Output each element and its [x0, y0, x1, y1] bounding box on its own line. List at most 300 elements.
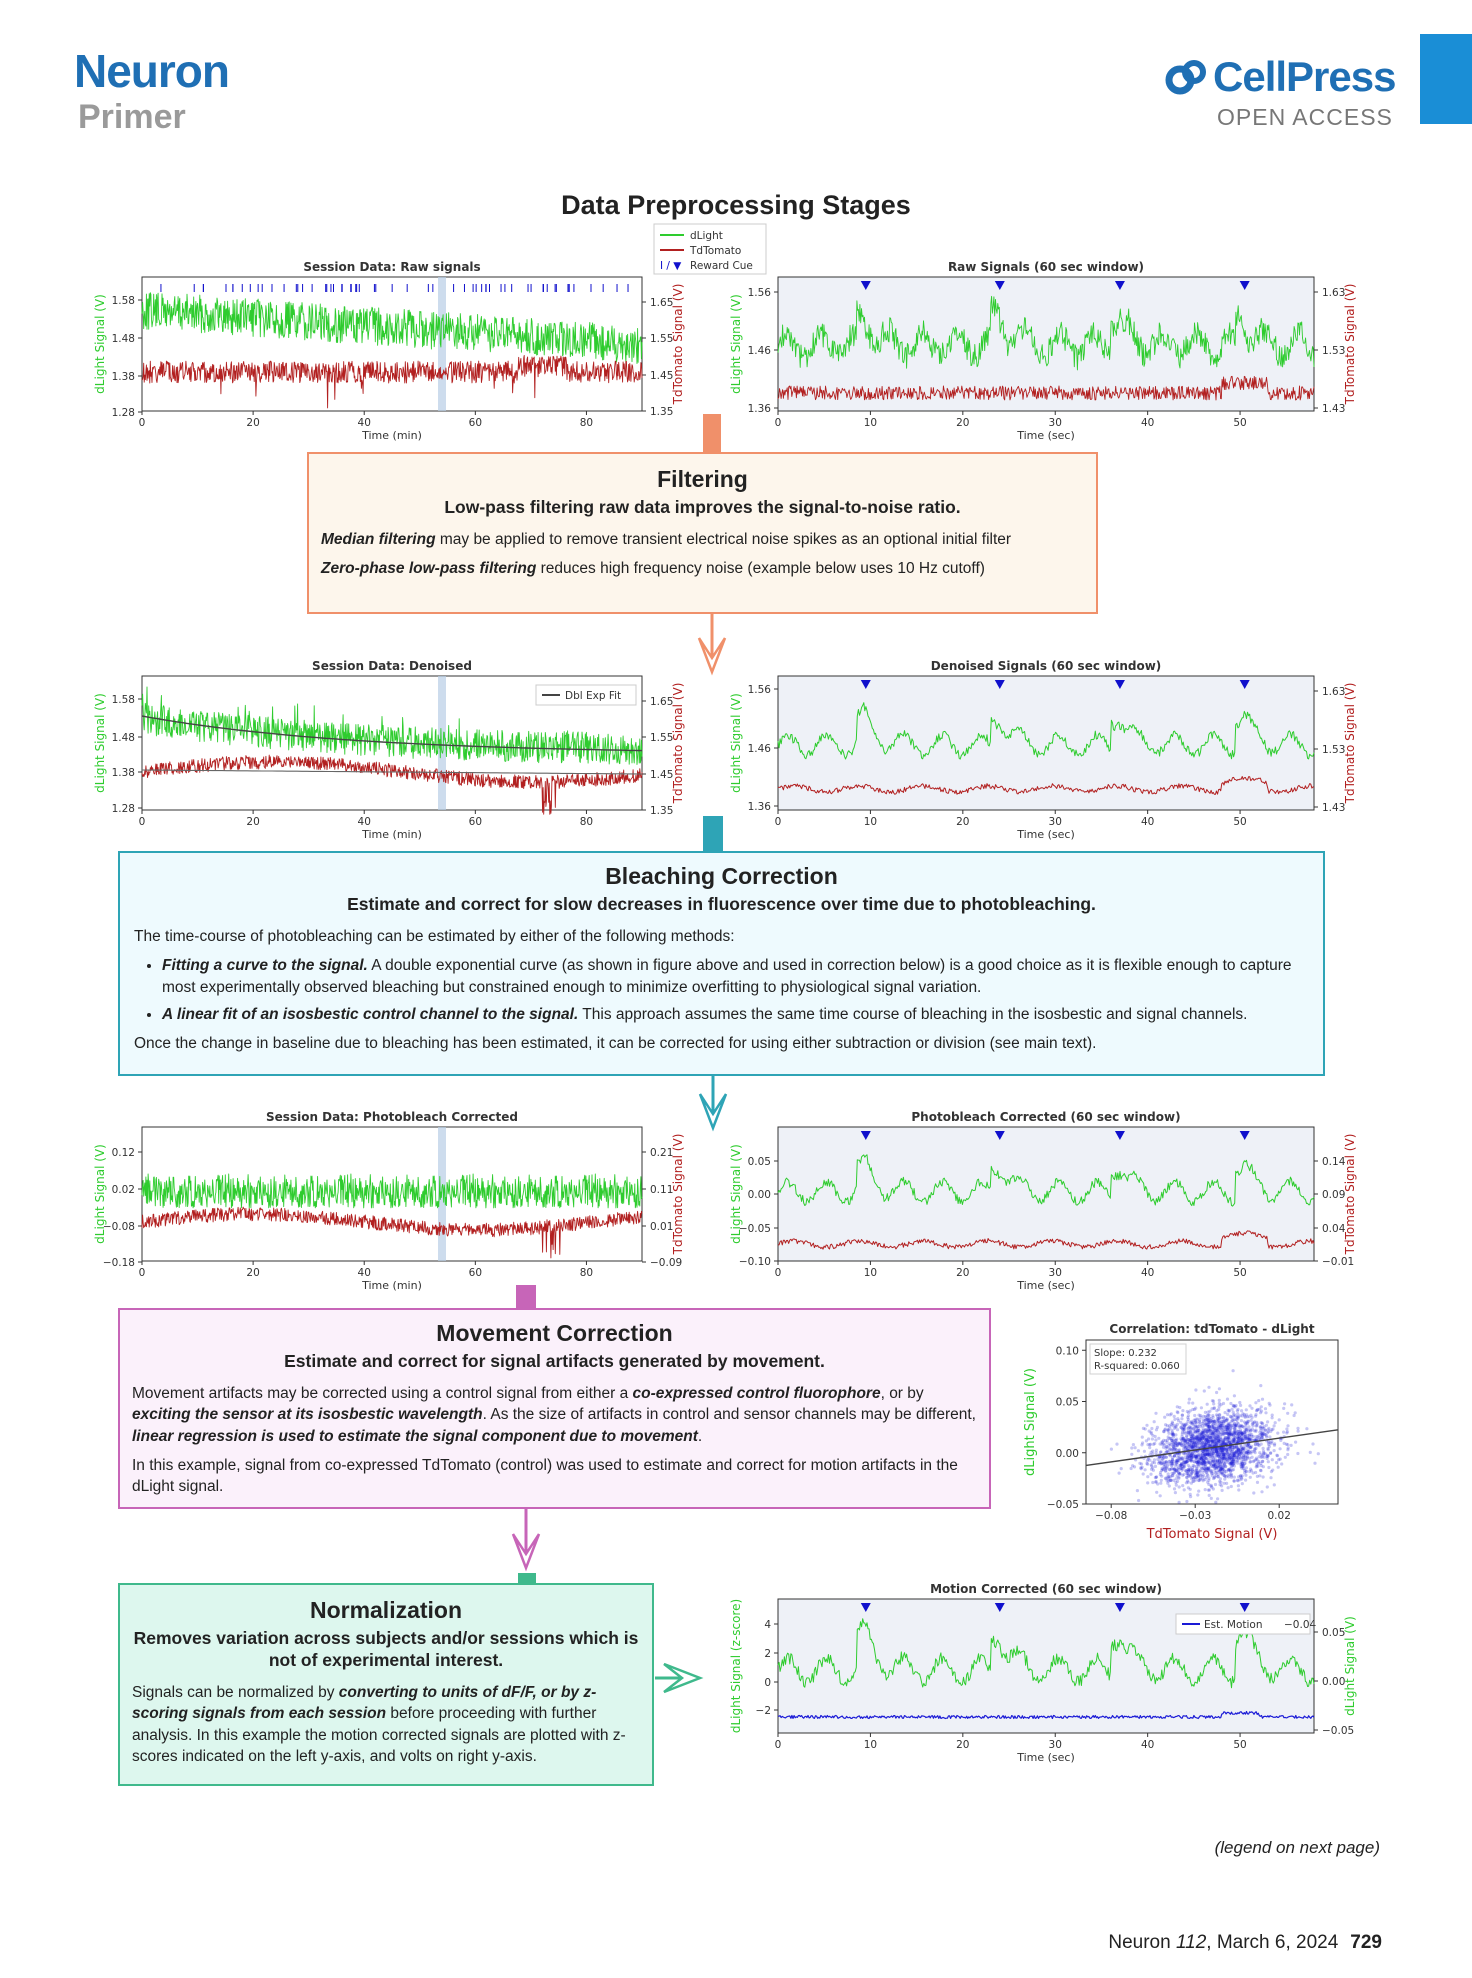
scatter-point [1238, 1426, 1241, 1429]
scatter-point [1163, 1416, 1166, 1419]
x-tick-label: 60 [468, 1267, 483, 1279]
scatter-point [1178, 1442, 1181, 1445]
scatter-point [1154, 1412, 1157, 1415]
legend-note: (legend on next page) [1214, 1838, 1380, 1857]
chart-panel [93, 659, 685, 841]
scatter-point [1233, 1480, 1236, 1483]
scatter-point [1282, 1407, 1285, 1410]
scatter-point [1285, 1427, 1288, 1430]
scatter-point [1294, 1441, 1297, 1444]
scatter-point [1216, 1497, 1219, 1500]
scatter-point [1238, 1452, 1241, 1455]
scatter-point [1171, 1463, 1174, 1466]
scatter-point [1296, 1427, 1299, 1430]
scatter-point [1256, 1481, 1259, 1484]
scatter-point [1155, 1449, 1158, 1452]
scatter-point [1193, 1436, 1196, 1439]
scatter-point [1189, 1426, 1192, 1429]
scatter-point [1154, 1465, 1157, 1468]
filtering-line-1: Median filtering may be applied to remove transient electrical noise spikes as an optional initial filter [321, 530, 1012, 548]
scatter-point [1208, 1494, 1211, 1497]
scatter-point [1168, 1484, 1171, 1487]
legend-swatch-reward: I / ▼ [660, 260, 682, 272]
filtering-line-2: Zero-phase low-pass filtering reduces high frequency noise (example below uses 10 Hz cutoff) [321, 560, 985, 578]
scatter-point [1217, 1450, 1220, 1453]
scatter-point [1178, 1473, 1181, 1476]
x-tick-label: 10 [863, 417, 878, 429]
scatter-point [1196, 1438, 1199, 1441]
y-axis-label: dLight Signal (V) [729, 294, 743, 394]
scatter-point [1159, 1482, 1162, 1485]
scatter-point [1140, 1467, 1143, 1470]
scatter-point [1258, 1408, 1261, 1411]
scatter-point [1233, 1405, 1236, 1408]
scatter-point [1235, 1450, 1238, 1453]
scatter-point [1270, 1440, 1273, 1443]
scatter-point [1161, 1457, 1164, 1460]
scatter-point [1236, 1479, 1239, 1482]
scatter-point [1223, 1463, 1226, 1466]
y2-tick-label: 0.01 [650, 1221, 674, 1233]
scatter-point [1219, 1442, 1222, 1445]
scatter-point [1239, 1414, 1242, 1417]
scatter-point [1204, 1465, 1207, 1468]
scatter-point [1227, 1486, 1230, 1489]
scatter-point [1176, 1480, 1179, 1483]
y2-tick-label: −0.01 [1322, 1256, 1355, 1268]
scatter-point [1194, 1431, 1197, 1434]
chart-title: Motion Corrected (60 sec window) [930, 1582, 1162, 1596]
y2-axis-label: TdTomato Signal (V) [671, 283, 685, 405]
bleaching-title: Bleaching Correction [605, 863, 838, 889]
scatter-point [1255, 1463, 1258, 1466]
scatter-point [1191, 1402, 1194, 1405]
x-tick-label: 40 [1140, 417, 1155, 429]
x-tick-label: 0 [774, 816, 782, 828]
scatter-point [1241, 1464, 1244, 1467]
scatter-point [1212, 1402, 1215, 1405]
scatter-point [1212, 1465, 1215, 1468]
scatter-point [1254, 1471, 1257, 1474]
x-tick-label: 20 [246, 1267, 260, 1279]
scatter-point [1271, 1414, 1274, 1417]
scatter-point [1244, 1422, 1247, 1425]
scatter-point [1235, 1424, 1238, 1427]
scatter-point [1120, 1467, 1123, 1470]
scatter-point [1179, 1464, 1182, 1467]
y-tick-label: 0.10 [1055, 1345, 1079, 1358]
filtering-title: Filtering [657, 466, 748, 492]
scatter-point [1238, 1401, 1241, 1404]
scatter-point [1222, 1449, 1225, 1452]
scatter-point [1271, 1458, 1274, 1461]
scatter-point [1266, 1420, 1269, 1423]
scatter-point [1190, 1459, 1193, 1462]
scatter-point [1173, 1415, 1176, 1418]
scatter-point [1202, 1436, 1205, 1439]
scatter-point [1252, 1435, 1255, 1438]
scatter-point [1262, 1465, 1265, 1468]
scatter-point [1145, 1424, 1148, 1427]
x-tick-label: 20 [956, 417, 970, 429]
scatter-point [1144, 1468, 1147, 1471]
scatter-point [1160, 1475, 1163, 1478]
y-tick-label: 1.28 [111, 803, 135, 815]
scatter-point [1173, 1418, 1176, 1421]
y-axis-label: dLight Signal (z-score) [729, 1598, 743, 1734]
scatter-point [1223, 1456, 1226, 1459]
scatter-point [1268, 1404, 1271, 1407]
scatter-point [1205, 1476, 1208, 1479]
scatter-point [1218, 1387, 1221, 1390]
x-tick-label: 0 [138, 417, 146, 429]
scatter-point [1151, 1450, 1154, 1453]
scatter-point [1259, 1411, 1262, 1414]
scatter-point [1166, 1428, 1169, 1431]
scatter-point [1294, 1411, 1297, 1414]
scatter-point [1282, 1431, 1285, 1434]
normalize-connector [518, 1573, 536, 1583]
y2-axis-label: TdTomato Signal (V) [671, 1133, 685, 1255]
scatter-point [1153, 1461, 1156, 1464]
scatter-point [1206, 1403, 1209, 1406]
scatter-point [1110, 1448, 1113, 1451]
scatter-point [1230, 1458, 1233, 1461]
scatter-point [1240, 1445, 1243, 1448]
scatter-point [1224, 1411, 1227, 1414]
scatter-point [1171, 1432, 1174, 1435]
scatter-point [1218, 1413, 1221, 1416]
scatter-point [1200, 1406, 1203, 1409]
scatter-point [1191, 1476, 1194, 1479]
scatter-point [1230, 1461, 1233, 1464]
scatter-point [1217, 1408, 1220, 1411]
scatter-point [1151, 1452, 1154, 1455]
scatter-point [1237, 1484, 1240, 1487]
bleaching-intro: The time-course of photobleaching can be estimated by either of the following methods: [134, 927, 735, 945]
legend-label-dlight: dLight [690, 230, 723, 242]
scatter-point [1234, 1456, 1237, 1459]
scatter-point [1257, 1399, 1260, 1402]
scatter-point [1218, 1399, 1221, 1402]
scatter-point [1232, 1369, 1235, 1372]
scatter-point [1210, 1484, 1213, 1487]
scatter-point [1162, 1446, 1165, 1449]
scatter-point [1233, 1476, 1236, 1479]
scatter-point [1204, 1488, 1207, 1491]
y2-tick-label: 1.43 [1322, 403, 1346, 415]
scatter-point [1230, 1474, 1233, 1477]
scatter-point [1245, 1458, 1248, 1461]
scatter-point [1141, 1441, 1144, 1444]
scatter-point [1171, 1456, 1174, 1459]
scatter-point [1214, 1483, 1217, 1486]
scatter-point [1241, 1425, 1244, 1428]
scatter-point [1239, 1404, 1242, 1407]
scatter-point [1146, 1475, 1149, 1478]
scatter-point [1180, 1417, 1183, 1420]
scatter-point [1223, 1478, 1226, 1481]
scatter-point [1191, 1421, 1194, 1424]
x-axis-label: Time (sec) [1017, 1751, 1075, 1764]
normalization-title: Normalization [309, 1597, 463, 1623]
scatter-point [1286, 1443, 1289, 1446]
legend-label-fit: Dbl Exp Fit [565, 690, 622, 702]
scatter-point [1207, 1452, 1210, 1455]
bleach-connector [703, 816, 723, 851]
slope-annotation: Slope: 0.232 [1094, 1348, 1157, 1359]
y-tick-label: 1.46 [747, 743, 771, 755]
y2-tick-label: 1.53 [1322, 744, 1346, 756]
scatter-point [1213, 1420, 1216, 1423]
normalize-right-arrow [655, 1664, 700, 1692]
scatter-point [1231, 1419, 1234, 1422]
y-tick-label: −0.18 [102, 1257, 135, 1269]
scatter-point [1215, 1428, 1218, 1431]
scatter-point [1232, 1468, 1235, 1471]
x-tick-label: 20 [956, 1267, 970, 1279]
scatter-point [1252, 1491, 1255, 1494]
scatter-point [1269, 1476, 1272, 1479]
scatter-point [1249, 1476, 1252, 1479]
scatter-point [1167, 1479, 1170, 1482]
scatter-point [1172, 1443, 1175, 1446]
scatter-point [1286, 1448, 1289, 1451]
scatter-point [1223, 1470, 1226, 1473]
scatter-chart [1023, 1322, 1338, 1542]
scatter-point [1241, 1482, 1244, 1485]
scatter-point [1214, 1501, 1217, 1504]
scatter-point [1218, 1402, 1221, 1405]
scatter-point [1226, 1426, 1229, 1429]
y2-tick-label: 0.09 [1322, 1189, 1346, 1201]
x-tick-label: 40 [357, 1267, 371, 1279]
scatter-point [1271, 1469, 1274, 1472]
scatter-point [1196, 1493, 1199, 1496]
scatter-point [1181, 1484, 1184, 1487]
scatter-point [1269, 1451, 1272, 1454]
scatter-point [1156, 1426, 1159, 1429]
chart-panel [729, 1110, 1357, 1292]
scatter-point [1142, 1427, 1145, 1430]
legend-label-motion: Est. Motion [1204, 1619, 1263, 1631]
scatter-point [1203, 1456, 1206, 1459]
scatter-point [1255, 1457, 1258, 1460]
scatter-point [1146, 1443, 1149, 1446]
scatter-point [1171, 1459, 1174, 1462]
chart-title: Photobleach Corrected (60 sec window) [911, 1110, 1181, 1124]
scatter-point [1205, 1442, 1208, 1445]
scatter-point [1219, 1426, 1222, 1429]
y-axis-label: dLight Signal (V) [729, 1144, 743, 1244]
scatter-point [1205, 1418, 1208, 1421]
scatter-point [1244, 1479, 1247, 1482]
scatter-point [1245, 1429, 1248, 1432]
y2-axis-label: TdTomato Signal (V) [1343, 1133, 1357, 1255]
scatter-point [1251, 1456, 1254, 1459]
scatter-point [1241, 1474, 1244, 1477]
movement-subtitle: Estimate and correct for signal artifacts generated by movement. [284, 1351, 825, 1371]
y-tick-label: 0.05 [747, 1156, 771, 1168]
scatter-point [1290, 1403, 1293, 1406]
scatter-point [1189, 1493, 1192, 1496]
scatter-point [1207, 1489, 1210, 1492]
y2-tick-label: 1.63 [1322, 686, 1346, 698]
scatter-point [1217, 1439, 1220, 1442]
scatter-point [1262, 1475, 1265, 1478]
movement-paragraph-1: Movement artifacts may be corrected using a control signal from either a co-expressed control fluorophore, or by exciting the sensor at its isosbestic wavelength. As the size of artifacts in control and sensor channels may be different, linear regression is used to estimate the signal component due to movement. [132, 1384, 976, 1445]
scatter-point [1187, 1481, 1190, 1484]
scatter-point [1234, 1418, 1237, 1421]
scatter-point [1290, 1444, 1293, 1447]
movement-paragraph-2: In this example, signal from co-expressed TdTomato (control) was used to estimate and correct for motion artifacts in the dLight signal. [132, 1457, 958, 1496]
scatter-point [1175, 1461, 1178, 1464]
y2-tick-label: −0.05 [1322, 1725, 1355, 1737]
scatter-point [1171, 1424, 1174, 1427]
scatter-point [1142, 1472, 1145, 1475]
scatter-point [1278, 1418, 1281, 1421]
scatter-point [1280, 1462, 1283, 1465]
scatter-point [1185, 1476, 1188, 1479]
x-tick-label: 30 [1048, 417, 1062, 429]
scatter-point [1155, 1491, 1158, 1494]
y-tick-label: 0.05 [1055, 1396, 1079, 1409]
scatter-point [1181, 1456, 1184, 1459]
scatter-point [1168, 1463, 1171, 1466]
y2-axis-label: TdTomato Signal (V) [1343, 682, 1357, 804]
scatter-point [1244, 1454, 1247, 1457]
y-tick-label: 1.56 [747, 684, 771, 696]
scatter-point [1275, 1461, 1278, 1464]
scatter-point [1167, 1472, 1170, 1475]
scatter-point [1200, 1439, 1203, 1442]
scatter-point [1268, 1435, 1271, 1438]
scatter-point [1253, 1447, 1256, 1450]
x-tick-label: 0 [138, 1267, 146, 1279]
scatter-point [1309, 1451, 1312, 1454]
scatter-point [1211, 1399, 1214, 1402]
y-tick-label: 1.38 [111, 371, 135, 383]
y2-tick-label: 0.04 [1322, 1223, 1346, 1235]
scatter-point [1150, 1431, 1153, 1434]
scatter-point [1248, 1404, 1251, 1407]
scatter-point [1226, 1413, 1229, 1416]
scatter-point [1255, 1424, 1258, 1427]
scatter-point [1254, 1430, 1257, 1433]
y-tick-label: 1.36 [747, 403, 771, 415]
x-tick-label: 0 [138, 816, 146, 828]
scatter-point [1148, 1446, 1151, 1449]
chart-panel [729, 260, 1357, 442]
scatter-point [1145, 1439, 1148, 1442]
scatter-point [1149, 1473, 1152, 1476]
scatter-point [1254, 1401, 1257, 1404]
scatter-point [1188, 1398, 1191, 1401]
scatter-point [1219, 1477, 1222, 1480]
scatter-point [1207, 1444, 1210, 1447]
y-tick-label: 0.02 [111, 1184, 135, 1196]
scatter-point [1162, 1442, 1165, 1445]
scatter-point [1220, 1484, 1223, 1487]
scatter-point [1237, 1488, 1240, 1491]
y-tick-label: −2 [755, 1705, 771, 1717]
y-tick-label: 1.28 [111, 407, 135, 419]
y-axis-label: dLight Signal (V) [729, 693, 743, 793]
scatter-point [1204, 1431, 1207, 1434]
scatter-point [1137, 1499, 1140, 1502]
y-axis-label: dLight Signal (V) [93, 294, 107, 394]
scatter-point [1164, 1456, 1167, 1459]
scatter-point [1261, 1398, 1264, 1401]
scatter-point [1151, 1437, 1154, 1440]
scatter-point [1230, 1465, 1233, 1468]
y2-tick-label: 0.11 [650, 1184, 674, 1196]
x-tick-label: 20 [956, 1739, 970, 1751]
scatter-point [1201, 1424, 1204, 1427]
scatter-point [1159, 1471, 1162, 1474]
x-tick-label: 60 [468, 816, 483, 828]
scatter-point [1284, 1456, 1287, 1459]
scatter-point [1136, 1489, 1139, 1492]
scatter-point [1180, 1467, 1183, 1470]
y2-tick-label: 1.43 [1322, 802, 1346, 814]
scatter-point [1273, 1483, 1276, 1486]
scatter-point [1134, 1446, 1137, 1449]
scatter-point [1159, 1462, 1162, 1465]
x-tick-label: 50 [1233, 417, 1247, 429]
scatter-point [1276, 1454, 1279, 1457]
y2-axis-label: TdTomato Signal (V) [671, 682, 685, 804]
scatter-point [1189, 1430, 1192, 1433]
scatter-point [1194, 1419, 1197, 1422]
y-tick-label: 1.46 [747, 345, 771, 357]
scatter-point [1172, 1479, 1175, 1482]
scatter-point [1237, 1433, 1240, 1436]
legend-label-reward: Reward Cue [690, 260, 753, 272]
scatter-point [1238, 1436, 1241, 1439]
x-tick-label: 20 [246, 816, 260, 828]
scatter-point [1115, 1443, 1118, 1446]
scatter-point [1165, 1477, 1168, 1480]
y-tick-label: −0.05 [738, 1223, 771, 1235]
scatter-point [1192, 1464, 1195, 1467]
scatter-point [1137, 1449, 1140, 1452]
scatter-point [1205, 1438, 1208, 1441]
scatter-point [1233, 1439, 1236, 1442]
y2-tick-label: 1.55 [650, 333, 674, 345]
y2-tick-label: 0.14 [1322, 1156, 1346, 1168]
x-tick-label: 40 [357, 417, 371, 429]
scatter-point [1225, 1451, 1228, 1454]
x-tick-label: 80 [579, 816, 594, 828]
scatter-point [1190, 1455, 1193, 1458]
filter-down-arrow [699, 614, 725, 672]
scatter-point [1154, 1438, 1157, 1441]
scatter-point [1186, 1452, 1189, 1455]
y-tick-label: 0 [764, 1677, 771, 1689]
scatter-point [1232, 1411, 1235, 1414]
y2-tick-label: 1.65 [650, 696, 674, 708]
chart-title: Correlation: tdTomato - dLight [1109, 1322, 1315, 1336]
scatter-point [1167, 1432, 1170, 1435]
scatter-point [1296, 1452, 1299, 1455]
scatter-point [1183, 1424, 1186, 1427]
scatter-point [1286, 1412, 1289, 1415]
scatter-point [1218, 1405, 1221, 1408]
scatter-point [1194, 1443, 1197, 1446]
scatter-point [1277, 1458, 1280, 1461]
scatter-point [1233, 1394, 1236, 1397]
